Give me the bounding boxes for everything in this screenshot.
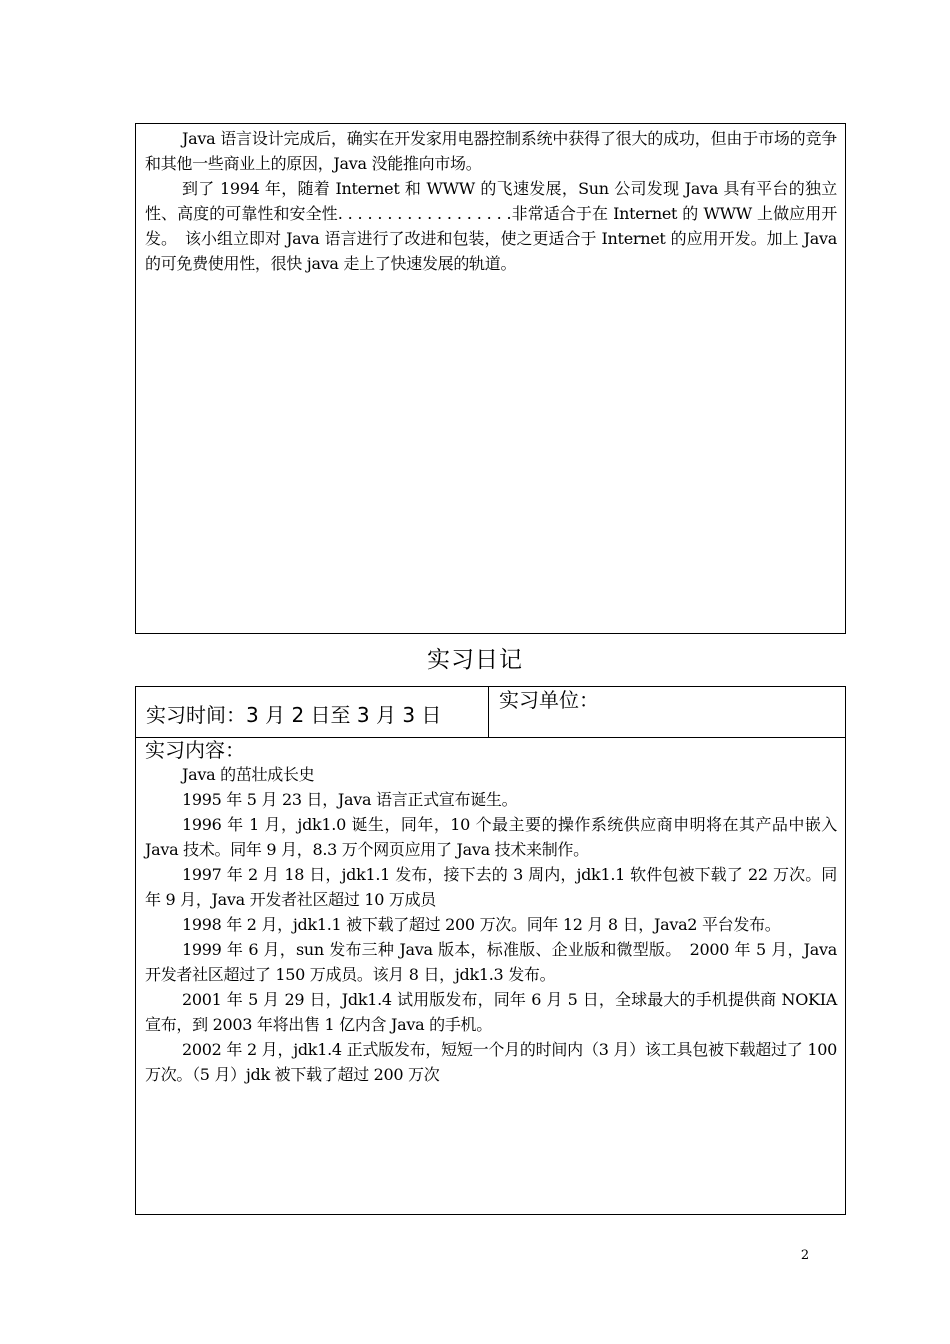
diary-table	[135, 686, 846, 1215]
paragraph: Java 语言设计完成后，确实在开发家用电器控制系统中获得了很大的成功，但由于市场的竞争和其他一些商业上的原因，Java 没能推向市场。	[145, 129, 837, 173]
paragraph: 1995 年 5 月 23 日，Java 语言正式宣布诞生。	[182, 790, 518, 809]
diary-title: 实习日记	[427, 647, 523, 673]
paragraph: 1998 年 2 月，jdk1.1 被下载了超过 200 万次。同年 12 月 8 日，Java2 平台发布。	[182, 915, 781, 934]
unit-label: 实习单位：	[499, 688, 599, 712]
paragraph: Java 的茁壮成长史	[182, 765, 315, 784]
paragraph: 2001 年 5 月 29 日，Jdk1.4 试用版发布，同年 6 月 5 日，全球最大的手机提供商 NOKIA 宣布，到 2003 年将出售 1 亿内含 Java 的手机。	[145, 990, 837, 1034]
paragraph: 1996 年 1 月，jdk1.0 诞生，同年，10 个最主要的操作系统供应商申明将在其产品中嵌入 Java 技术。同年 9 月，8.3 万个网页应用了 Java 技术来制作。	[145, 815, 837, 859]
page-number: 2	[800, 1248, 810, 1263]
internship-time-cell	[136, 687, 489, 737]
paragraph: 1999 年 6 月，sun 发布三种 Java 版本，标准版、企业版和微型版。 2000 年 5 月，Java 开发者社区超过了 150 万成员。该月 8 日，jdk1.3 发布。	[145, 940, 837, 984]
top-text-box	[135, 123, 846, 634]
time-label: 实习时间：	[146, 703, 246, 727]
paragraph: 2002 年 2 月，jdk1.4 正式版发布，短短一个月的时间内（3 月）该工具包被下载超过了 100 万次。（5 月）jdk 被下载了超过 200 万次	[145, 1040, 837, 1084]
content-label: 实习内容：	[145, 738, 245, 762]
time-value: 3 月 2 日至 3 月 3 日	[246, 703, 442, 727]
internship-content-cell	[136, 738, 845, 1087]
paragraph: 1997 年 2 月 18 日，jdk1.1 发布，接下去的 3 周内，jdk1.1 软件包被下载了 22 万次。同年 9 月，Java 开发者社区超过 10 万成员	[145, 865, 837, 909]
diary-header-row	[136, 687, 845, 738]
internship-unit-cell	[489, 687, 855, 737]
paragraph: 到了 1994 年，随着 Internet 和 WWW 的飞速发展，Sun 公司发现 Java 具有平台的独立性、高度的可靠性和安全性. . . . . . . . . . . . . . . . . .非常适合于在 Internet 的 WWW 上做应用开发。 该小组立即对 Java 语言进行了改进和包装，使之更适合于 Internet 的应用开发。加上 Java 的可免费使用性，很快 java 走上了快速发展的轨道。	[145, 179, 837, 273]
